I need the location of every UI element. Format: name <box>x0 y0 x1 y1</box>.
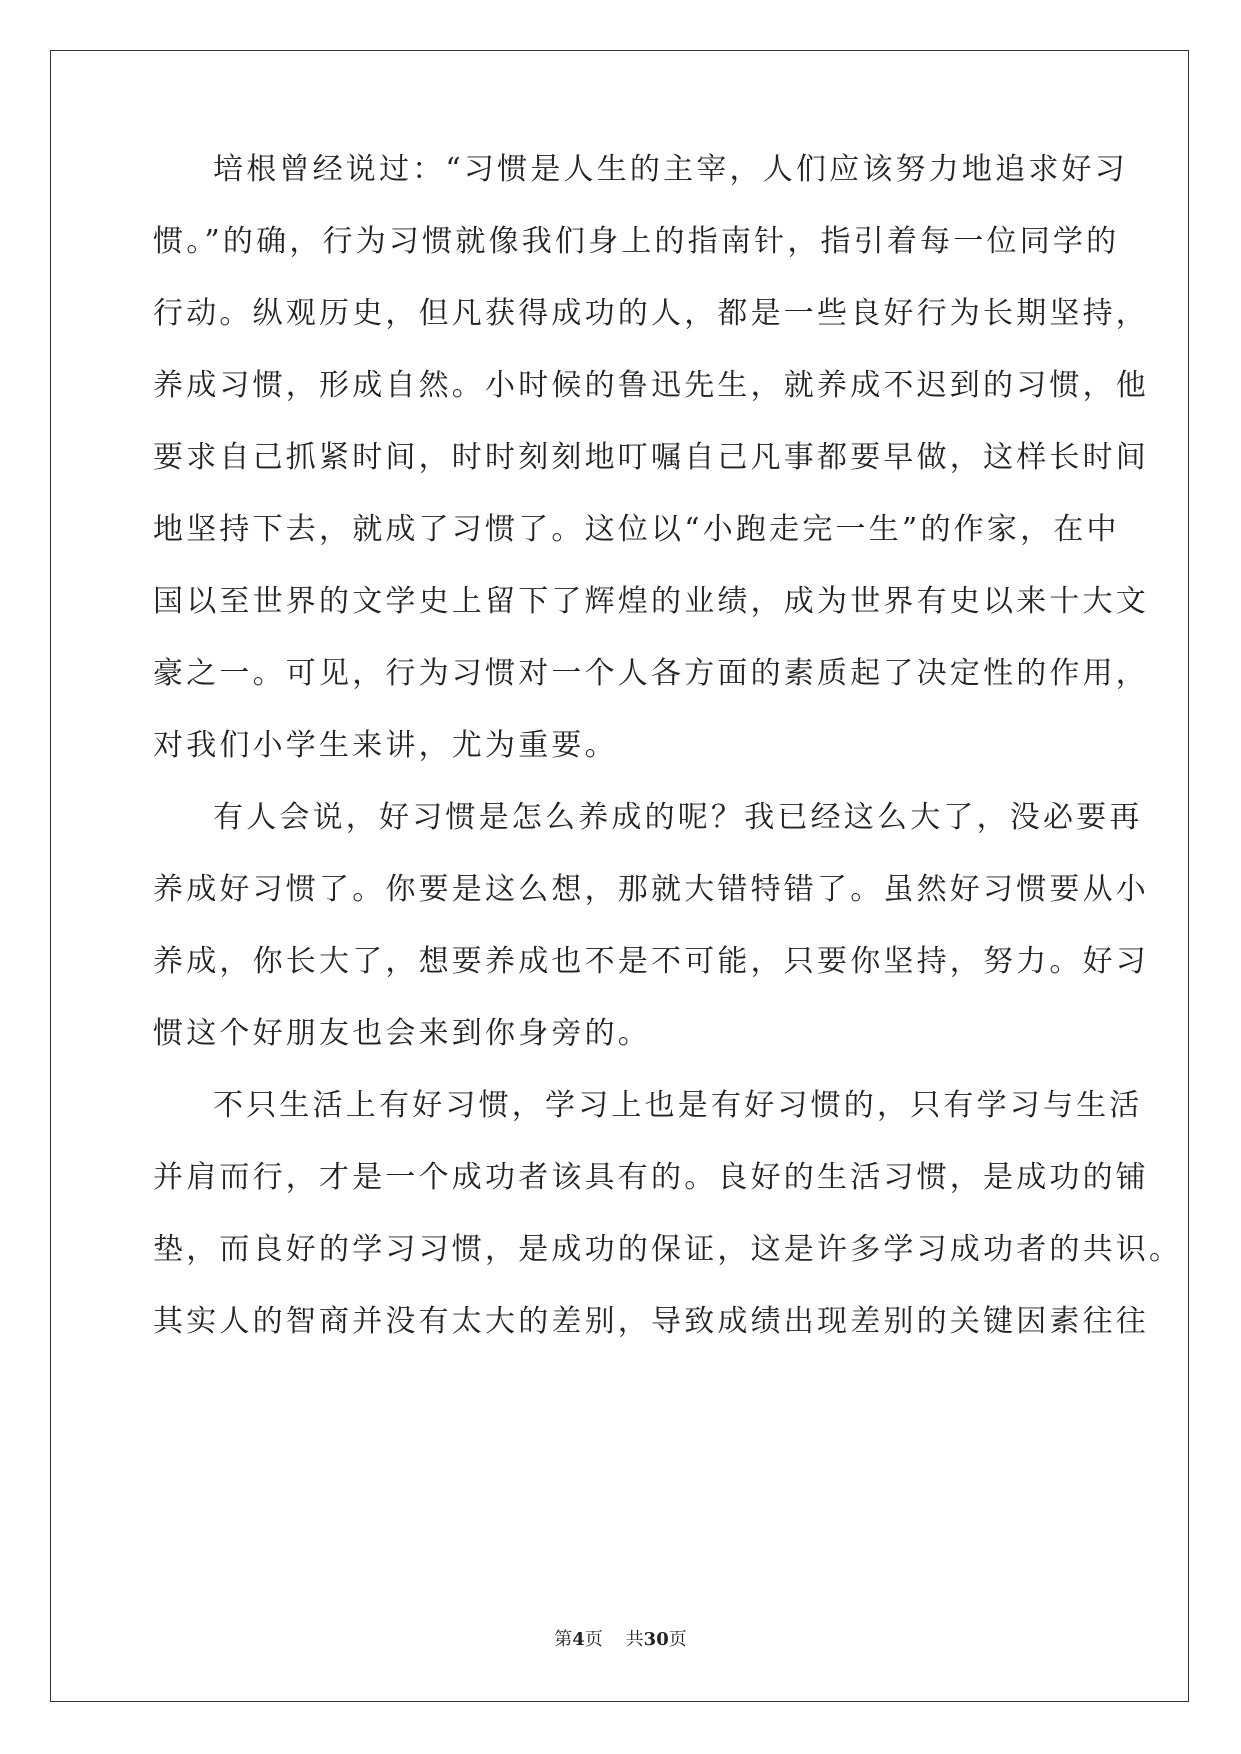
paragraph-1-line-7: 国以至世界的文学史上留下了辉煌的业绩，成为世界有史以来十大文 <box>153 584 1149 619</box>
page-number: 4 <box>572 1629 585 1650</box>
paragraph-3-line-1: 不只生活上有好习惯，学习上也是有好习惯的，只有学习与生活 <box>213 1088 1143 1123</box>
paragraph-1-line-9: 对我们小学生来讲，尤为重要。 <box>153 728 618 763</box>
total-suffix: 页 <box>668 1629 687 1650</box>
paragraph-2-line-4: 惯这个好朋友也会来到你身旁的。 <box>153 1016 651 1051</box>
paragraph-3-line-3: 垫，而良好的学习习惯，是成功的保证，这是许多学习成功者的共识。 <box>153 1232 1183 1267</box>
paragraph-1-line-1: 培根曾经说过：“习惯是人生的主宰，人们应该努力地追求好习 <box>213 152 1128 187</box>
page-footer <box>0 1628 1241 1652</box>
paragraph-1-line-6: 地坚持下去，就成了习惯了。这位以“小跑走完一生”的作家，在中 <box>153 512 1120 547</box>
total-pages: 30 <box>643 1629 669 1650</box>
page-suffix: 页 <box>584 1629 603 1650</box>
paragraph-1-line-2: 惯。”的确，行为习惯就像我们身上的指南针，指引着每一位同学的 <box>153 224 1120 259</box>
paragraph-1-line-3: 行动。纵观历史，但凡获得成功的人，都是一些良好行为长期坚持， <box>153 296 1149 331</box>
paragraph-2-line-3: 养成，你长大了，想要养成也不是不可能，只要你坚持，努力。好习 <box>153 944 1149 979</box>
paragraph-2-line-2: 养成好习惯了。你要是这么想，那就大错特错了。虽然好习惯要从小 <box>153 872 1149 907</box>
page-prefix: 第 <box>554 1629 573 1650</box>
paragraph-1-line-5: 要求自己抓紧时间，时时刻刻地叮嘱自己凡事都要早做，这样长时间 <box>153 440 1149 475</box>
total-prefix: 共 <box>625 1629 644 1650</box>
paragraph-3-line-2: 并肩而行，才是一个成功者该具有的。良好的生活习惯，是成功的铺 <box>153 1160 1149 1195</box>
paragraph-1-line-8: 豪之一。可见，行为习惯对一个人各方面的素质起了决定性的作用， <box>153 656 1149 691</box>
paragraph-3-line-4: 其实人的智商并没有太大的差别，导致成绩出现差别的关键因素往往 <box>153 1304 1149 1339</box>
paragraph-1-line-4: 养成习惯，形成自然。小时候的鲁迅先生，就养成不迟到的习惯，他 <box>153 368 1149 403</box>
paragraph-2-line-1: 有人会说，好习惯是怎么养成的呢？我已经这么大了，没必要再 <box>213 800 1143 835</box>
